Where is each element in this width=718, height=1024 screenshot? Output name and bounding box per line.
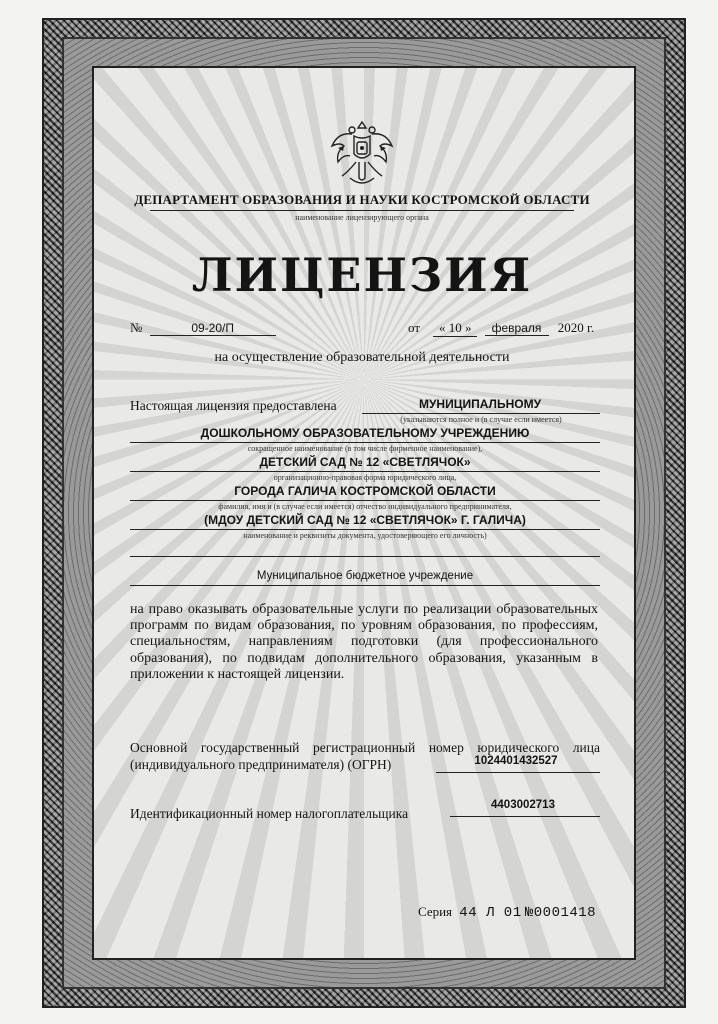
holder-caption-1: (указываются полное и (в случае если имеется) xyxy=(400,415,562,424)
license-purpose: на осуществление образовательной деятельности xyxy=(214,350,510,365)
holder-caption-3: организационно-правовая форма юридического лица, xyxy=(273,473,457,482)
holder-underline-4 xyxy=(130,500,600,501)
inn-value: 4403002713 xyxy=(491,799,555,811)
series-number-sign: № xyxy=(524,905,534,921)
series-value: 44 Л 01 xyxy=(459,905,522,921)
series-label: Серия xyxy=(418,904,453,919)
ogrn-label-line-2: (индивидуального предпринимателя) (ОГРН) xyxy=(130,757,392,772)
holder-line-2: ДОШКОЛЬНОМУ ОБРАЗОВАТЕЛЬНОМУ УЧРЕЖДЕНИЮ xyxy=(200,426,530,440)
license-content xyxy=(100,72,624,950)
series-number: 0001418 xyxy=(533,905,597,921)
license-date-row xyxy=(408,320,594,337)
holder-caption-5: наименование и реквизиты документа, удостоверяющего его личность) xyxy=(243,531,487,540)
inn-underline xyxy=(450,816,600,817)
license-number-row xyxy=(130,320,276,336)
authority-underline xyxy=(150,210,574,211)
holder-caption-2: сокращенное наименование (в том числе фирменное наименование), xyxy=(247,444,483,453)
holder-underline-2 xyxy=(130,442,600,443)
holder-line-1: МУНИЦИПАЛЬНОМУ xyxy=(418,397,542,411)
license-number: 09-20/П xyxy=(150,321,276,336)
holder-underline-6 xyxy=(130,585,600,586)
holder-line-5: (МДОУ ДЕТСКИЙ САД № 12 «СВЕТЛЯЧОК» Г. ГАЛИЧА) xyxy=(204,513,526,527)
holder-caption-4: фамилия, имя и (в случае если имеется) отчество индивидуального предпринимателя, xyxy=(218,502,512,511)
ogrn-label-line-1: Основной государственный регистрационный номер юридического лица xyxy=(130,740,600,755)
license-scope-text: на право оказывать образовательные услуги по реализации образовательных программ по видам образования, по уровням образования, по профессиям, специальностям, направлениям подготовки (для профессионального образования), по подвидам дополнительного образования, указанным в приложении к настоящей лицензии. xyxy=(130,602,598,682)
authority-caption: наименование лицензирующего органа xyxy=(295,213,429,222)
holder-line-3: ДЕТСКИЙ САД № 12 «СВЕТЛЯЧОК» xyxy=(259,455,471,469)
holder-line-4: ГОРОДА ГАЛИЧА КОСТРОМСКОЙ ОБЛАСТИ xyxy=(234,484,496,498)
license-year: 2020 г. xyxy=(557,320,595,335)
coat-of-arms-emblem xyxy=(326,116,398,192)
license-day: « 10 » xyxy=(433,320,477,337)
ogrn-value: 1024401432527 xyxy=(474,755,558,767)
inn-label: Идентификационный номер налогоплательщика xyxy=(130,806,409,821)
document-title: ЛИЦЕНЗИЯ xyxy=(191,248,533,302)
holder-underline-1 xyxy=(362,413,600,414)
date-prefix: от xyxy=(408,320,421,335)
holder-blank-line xyxy=(130,556,600,557)
issuing-authority: ДЕПАРТАМЕНТ ОБРАЗОВАНИЯ И НАУКИ КОСТРОМСКОЙ ОБЛАСТИ xyxy=(134,192,590,207)
granted-label: Настоящая лицензия предоставлена xyxy=(130,398,337,413)
number-sign: № xyxy=(130,320,143,335)
license-month: февраля xyxy=(485,321,549,336)
holder-underline-5 xyxy=(130,529,600,530)
holder-line-6: Муниципальное бюджетное учреждение xyxy=(256,570,474,582)
form-series xyxy=(418,904,596,921)
holder-underline-3 xyxy=(130,471,600,472)
ogrn-underline xyxy=(436,772,600,773)
